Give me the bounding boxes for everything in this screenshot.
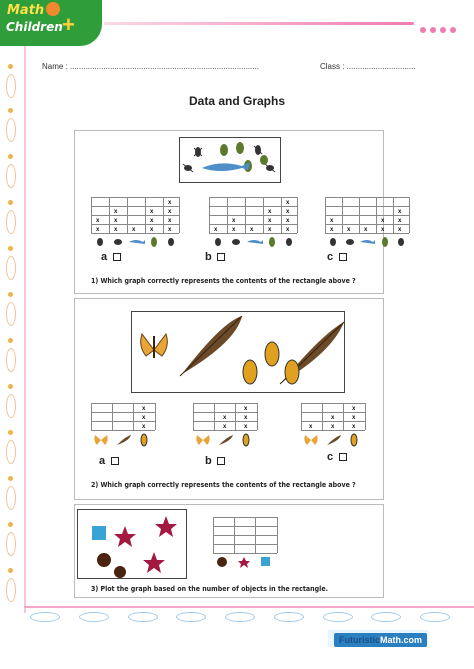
q1-option-c-checkbox[interactable] [339, 253, 347, 261]
q1-option-b-checkbox[interactable] [217, 253, 225, 261]
q1-picture-rectangle [179, 137, 281, 183]
logo-text-math: Math [7, 3, 45, 18]
owl-mascot-icon [46, 2, 60, 16]
q1-graph-c: x x x x x x x x x [325, 197, 409, 235]
q2-picture-rectangle [131, 311, 345, 393]
q1-graph-b-axis-icons [209, 235, 297, 247]
q1-graph-b: x x x x x x x x x x x [209, 197, 297, 235]
logo-text-children: Children [6, 20, 63, 34]
q2-question-text: 2) Which graph correctly represents the contents of the rectangle above ? [91, 481, 356, 489]
q1-graph-c-axis-icons [325, 235, 409, 247]
q2-option-a-checkbox[interactable] [111, 457, 119, 465]
q3-empty-graph[interactable] [213, 517, 277, 555]
q1-graph-a: x x x x x x x x x x x x x [91, 197, 179, 235]
q2-graph-a: x x x [91, 403, 155, 431]
footer-brand-part2: Math.com [380, 635, 423, 645]
q2-option-a-label: a [99, 455, 106, 467]
question-3-panel [74, 504, 384, 598]
q2-option-b-checkbox[interactable] [217, 457, 225, 465]
q2-graph-c-axis-icons [301, 433, 365, 447]
q1-question-text: 1) Which graph correctly represents the contents of the rectangle above ? [91, 277, 356, 285]
worksheet-title: Data and Graphs [188, 94, 286, 108]
name-field-label[interactable]: Name : ..................................................................................... [42, 62, 259, 71]
q1-graph-a-axis-icons [91, 235, 179, 247]
site-logo[interactable] [0, 0, 102, 46]
header-divider [104, 22, 414, 25]
q2-graph-b-axis-icons [193, 433, 257, 447]
q2-option-b-label: b [205, 455, 212, 467]
q1-option-a-checkbox[interactable] [113, 253, 121, 261]
question-1-panel [74, 130, 402, 294]
q2-option-c-label: c [327, 451, 334, 463]
left-border-ornament [6, 60, 16, 620]
q1-animals-picture [180, 138, 280, 182]
footer-divider [24, 606, 474, 608]
header-dots [420, 20, 460, 38]
q1-option-c-label: c [327, 251, 334, 263]
q3-question-text: 3) Plot the graph based on the number of objects in the rectangle. [91, 585, 328, 593]
q1-option-a-label: a [101, 251, 108, 263]
q2-option-c-checkbox[interactable] [339, 453, 347, 461]
plus-icon: + [62, 12, 75, 37]
q3-graph-axis-icons [213, 555, 277, 567]
left-border-line [24, 45, 26, 613]
q3-picture-rectangle [77, 509, 187, 579]
footer-ornament [30, 612, 450, 628]
q2-insects-picture [132, 312, 344, 392]
q1-option-b-label: b [205, 251, 212, 263]
q2-graph-b: x x x x x [193, 403, 257, 431]
class-field-label[interactable]: Class : ............................... [320, 62, 416, 71]
q3-shapes-picture [78, 510, 186, 578]
question-2-panel [74, 298, 384, 500]
footer-brand-part1: Futuristic [339, 635, 381, 645]
q2-graph-a-axis-icons [91, 433, 155, 447]
q2-graph-c: x x x x x x [301, 403, 365, 431]
footer-brand-link[interactable] [334, 633, 427, 647]
